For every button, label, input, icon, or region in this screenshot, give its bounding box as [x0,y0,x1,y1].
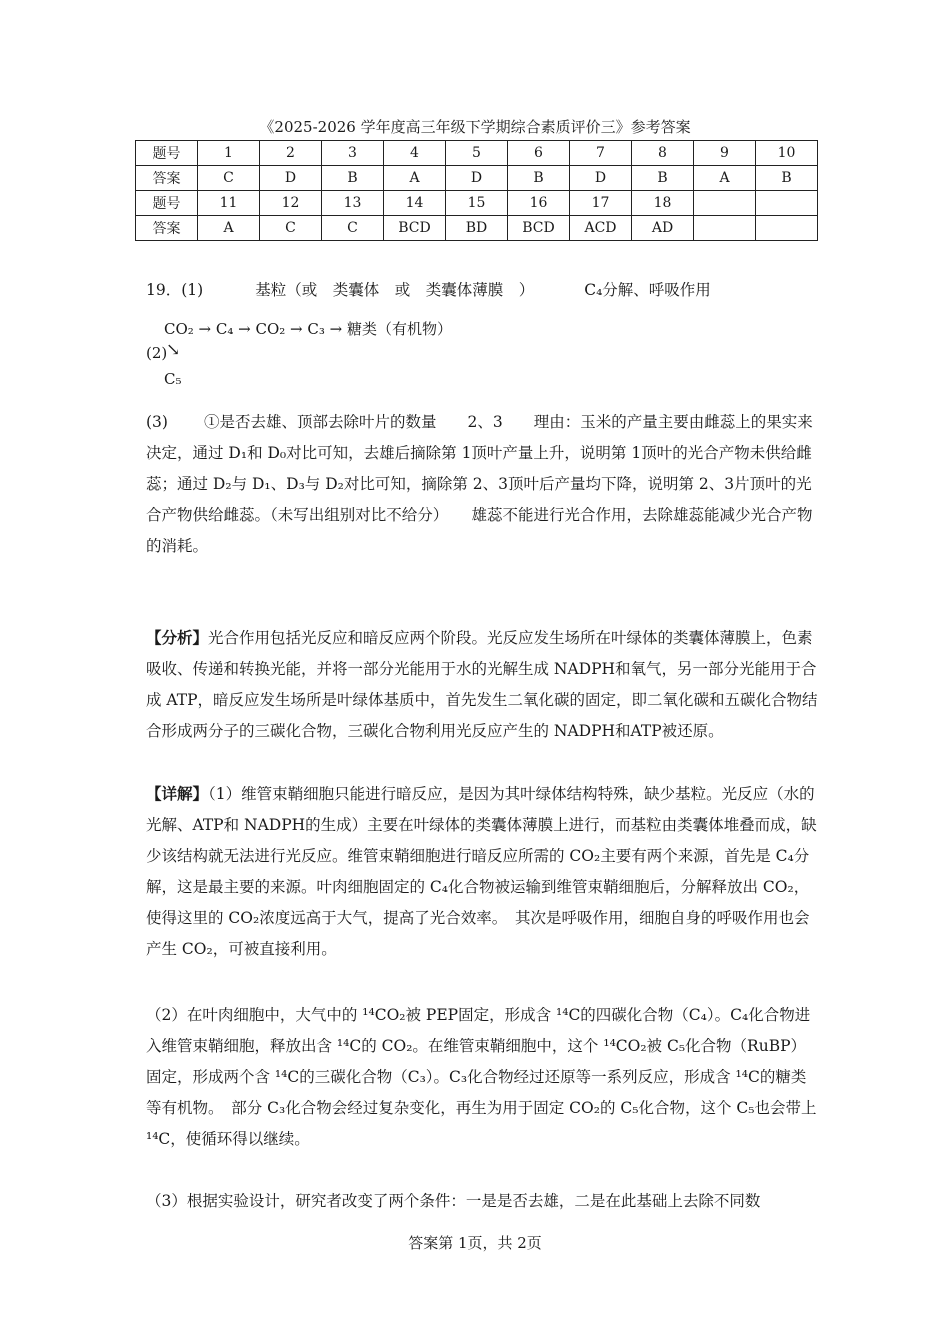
detail-paragraph-3: （3）根据实验设计，研究者改变了两个条件：一是是否去雄，二是在此基础上去除不同数 [146,1192,761,1210]
table-cell: D [570,166,632,191]
table-cell: A [384,166,446,191]
analysis-label: 【分析】 [146,628,209,647]
table-cell: 5 [446,141,508,166]
table-cell: 4 [384,141,446,166]
q19-part3-text: ①是否去雄、顶部去除叶片的数量 2、3 理由：玉米的产量主要由雌蕊上的果实来决定，通过 D₁和 D₀对比可知，去雄后摘除第 1顶叶产量上升，说明第 1顶叶的光合产物未供给雌蕊；通过 D₂与 D₁、D₃与 D₂对比可知，摘除第 2、3顶叶后产量均下降，说明第 2、3片顶叶的光合产物供给雌蕊。（未写出组别对比不给分） 雄蕊不能进行光合作用，去除雄蕊能减少光合产物的消耗。 [146,413,813,555]
q19-part1 [146,278,711,300]
table-cell: 2 [260,141,322,166]
table-cell: BD [446,216,508,241]
table-cell [694,216,756,241]
table-cell: C [198,166,260,191]
table-cell: 15 [446,191,508,216]
detail-paragraph-1: （1）维管束鞘细胞只能进行暗反应，是因为其叶绿体结构特殊，缺少基粒。光反应（水的光解、ATP和 NADPH的生成）主要在叶绿体的类囊体薄膜上进行，而基粒由类囊体堆叠而成，缺少该结构就无法进行光反应。维管束鞘细胞进行暗反应所需的 CO₂主要有两个来源，首先是 C₄分解，这是最主要的来源。叶肉细胞固定的 C₄化合物被运输到维管束鞘细胞后，分解释放出 CO₂，使得这里的 CO₂浓度远高于大气，提高了光合效率。 其次是呼吸作用，细胞自身的呼吸作用也会产生 CO₂，可被直接利用。 [146,785,817,958]
q19-part3-label: (3) [146,413,168,431]
q19-part3 [146,407,818,562]
table-row-header: 题号 [136,141,198,166]
table-cell: A [198,216,260,241]
page-title: 《2025-2026 学年度高三年级下学期综合素质评价三》参考答案 [259,118,691,136]
table-row [136,141,818,166]
table-cell: C [260,216,322,241]
table-cell: 7 [570,141,632,166]
table-row-header: 答案 [136,216,198,241]
table-cell: 1 [198,141,260,166]
table-cell [756,216,818,241]
analysis-section [146,622,818,747]
table-row [136,191,818,216]
table-cell: AD [632,216,694,241]
page-footer: 答案第 1页，共 2页 [408,1234,542,1252]
table-cell: B [756,166,818,191]
table-cell: 11 [198,191,260,216]
table-row-header: 题号 [136,191,198,216]
q19-part2-diagram [146,316,476,392]
q19-part1-answer-a: 基粒（或 类囊体 或 类囊体薄膜 ） [255,281,535,299]
detail-label: 【详解】 [146,784,209,803]
table-cell: BCD [384,216,446,241]
table-cell: 17 [570,191,632,216]
table-cell: B [508,166,570,191]
table-cell: 18 [632,191,694,216]
table-cell: 13 [322,191,384,216]
table-cell: 8 [632,141,694,166]
table-cell [756,191,818,216]
table-cell: B [632,166,694,191]
table-cell: ACD [570,216,632,241]
table-cell: 14 [384,191,446,216]
table-cell: 10 [756,141,818,166]
table-cell: D [446,166,508,191]
q19-part1-answer-b: C₄分解、呼吸作用 [584,281,711,299]
detail-paragraph-2: （2）在叶肉细胞中，大气中的 ¹⁴CO₂被 PEP固定，形成含 ¹⁴C的四碳化合物（C₄）。C₄化合物进入维管束鞘细胞，释放出含 ¹⁴C的 CO₂。在维管束鞘细胞中，这个 ¹⁴CO₂被 C₅化合物（RuBP）固定，形成两个含 ¹⁴C的三碳化合物（C₃）。C₃化合物经过还原等一系列反应，形成含 ¹⁴C的糖类等有机物。 部分 C₃化合物会经过复杂变化，再生为用于固定 CO₂的 C₅化合物，这个 C₅也会带上 ¹⁴C，使循环得以继续。 [146,1006,817,1148]
c5-label: C₅ [164,370,182,388]
table-cell: 12 [260,191,322,216]
analysis-text: 光合作用包括光反应和暗反应两个阶段。光反应发生场所在叶绿体的类囊体薄膜上，色素吸收、传递和转换光能，并将一部分光能用于水的光解生成 NADPH和氧气，另一部分光能用于合成 ATP，暗反应发生场所是叶绿体基质中，首先发生二氧化碳的固定，即二氧化碳和五碳化合物结合形成两分子的三碳化合物，三碳化合物利用光反应产生的 NADPH和ATP被还原。 [146,629,818,740]
table-cell: 3 [322,141,384,166]
detail-section [146,778,818,965]
table-cell: 9 [694,141,756,166]
table-cell [694,191,756,216]
q19-part1-label: 19．(1) [146,281,204,299]
q19-part2-label: (2) [146,344,168,362]
table-cell: 6 [508,141,570,166]
answer-table [135,140,818,241]
carbon-flow-chain: CO₂ → C₄ → CO₂ → C₃ → 糖类（有机物） [164,320,452,338]
table-cell: C [322,216,384,241]
branch-arrow-icon: ↘ [166,340,181,360]
table-cell: D [260,166,322,191]
table-cell: A [694,166,756,191]
table-cell: BCD [508,216,570,241]
table-cell: 16 [508,191,570,216]
table-row [136,166,818,191]
table-cell: B [322,166,384,191]
table-row [136,216,818,241]
table-row-header: 答案 [136,166,198,191]
